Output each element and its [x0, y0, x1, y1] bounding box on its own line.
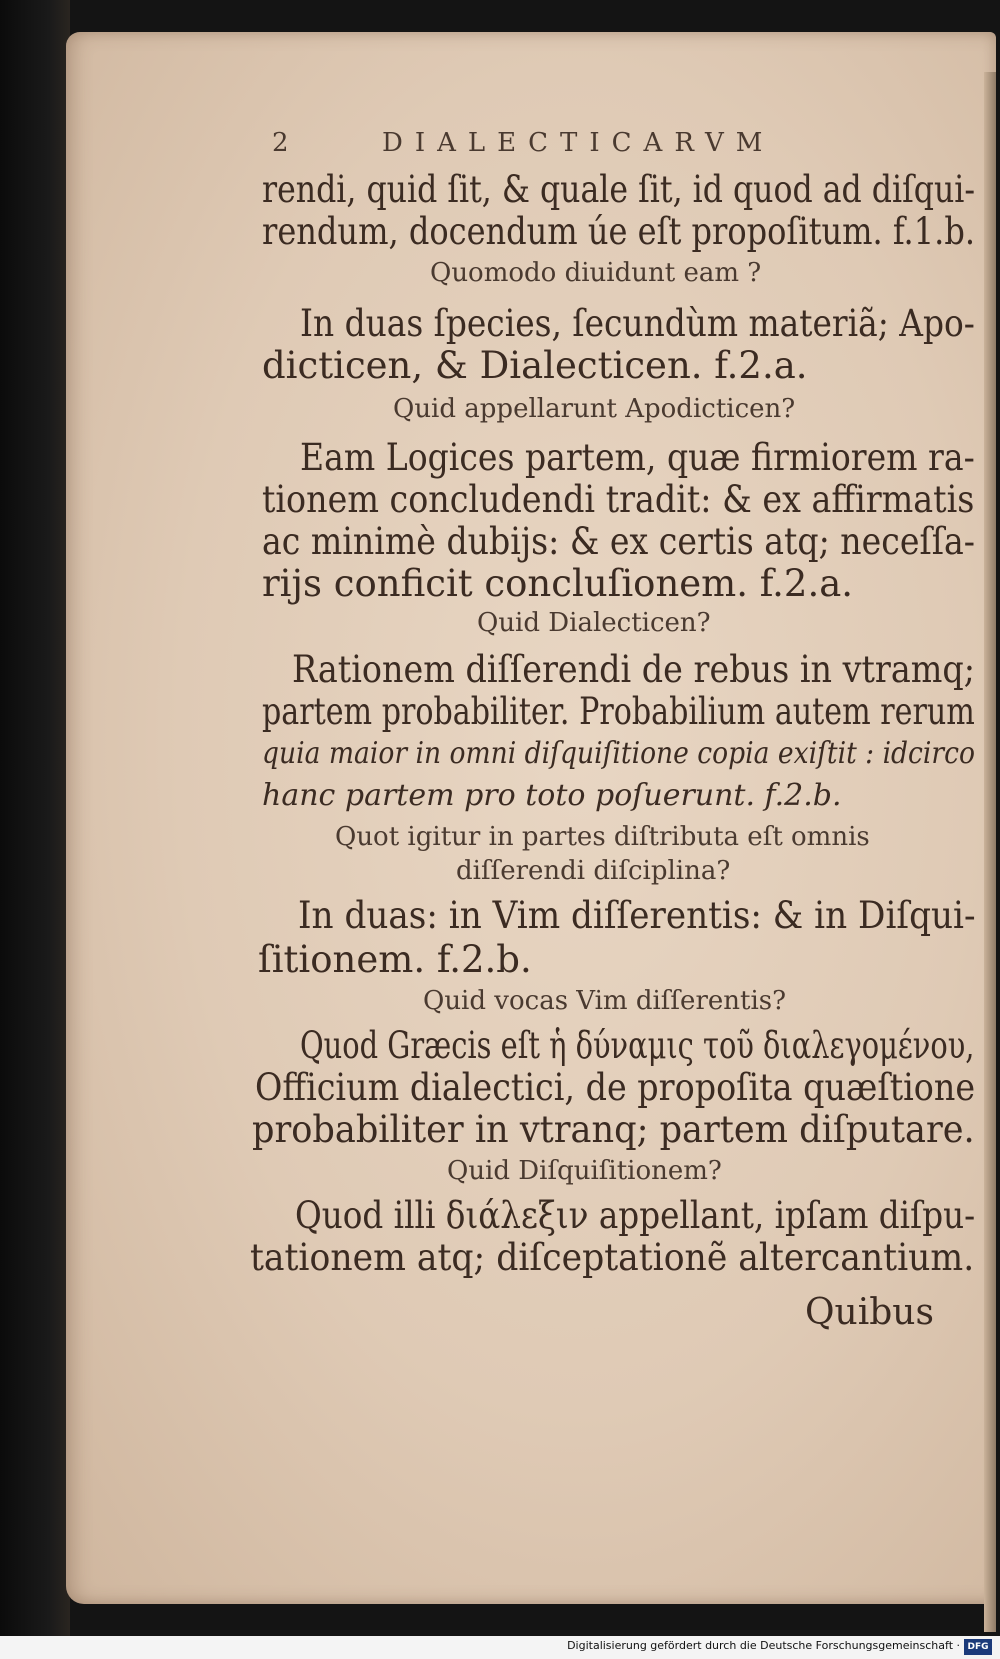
text-line: Eam Logices partem, quæ firmiorem ra-	[300, 436, 975, 479]
text-line: tionem concludendi tradit: & ex affirmatis	[262, 478, 975, 521]
text-line: Officium dialectici, de propoſita quæſtione	[255, 1066, 976, 1109]
question-heading: Quid Diſquiſitionem?	[447, 1156, 722, 1186]
question-heading: Quid vocas Vim diſſerentis?	[423, 986, 787, 1016]
text-line: dicticen, & Dialecticen. f.2.a.	[262, 344, 808, 387]
question-heading: Quid appellarunt Apodicticen?	[393, 394, 796, 424]
text-line: rendi, quid ſit, & quale ſit, id quod ad diſqui-	[262, 168, 976, 211]
page-edge	[984, 72, 996, 1632]
text-line: Quod illi διάλεξιν appellant, ipſam diſpu-	[295, 1194, 976, 1237]
text-line: probabiliter in vtranq; partem diſputare.	[252, 1108, 975, 1151]
catchword: Quibus	[805, 1292, 934, 1333]
text-line: ſitionem. f.2.b.	[258, 938, 532, 981]
text-line: In duas ſpecies, ſecundùm materiã; Apo-	[300, 302, 975, 345]
running-head	[272, 128, 872, 168]
question-heading: Quot igitur in partes diſtributa eſt omnis	[335, 822, 870, 852]
italic-line: hanc partem pro toto poſuerunt. f.2.b.	[262, 778, 842, 813]
page-number: 2	[272, 128, 289, 158]
text-line: rendum, docendum úe eſt propoſitum. f.1.b.	[262, 210, 976, 253]
text-line: Rationem diſſerendi de rebus in vtramq;	[292, 648, 975, 691]
text-line: rijs conficit concluſionem. f.2.a.	[262, 562, 854, 605]
question-heading: diſſerendi diſciplina?	[456, 856, 731, 886]
scan-background-left	[0, 0, 70, 1659]
question-heading: Quid Dialecticen?	[477, 608, 711, 638]
text-line: tationem atq; diſceptationẽ altercantium.	[250, 1236, 975, 1279]
text-line: partem probabiliter. Probabilium autem rerum	[262, 690, 975, 733]
text-line: Quod Græcis eſt ἡ δύναμις τοῦ διαλεγομένου,	[300, 1024, 975, 1067]
digitization-footer	[0, 1636, 1000, 1659]
italic-line: quia maior in omni diſquiſitione copia exiſtit : idcirco	[262, 736, 975, 771]
dfg-logo: DFG	[964, 1639, 992, 1655]
question-heading: Quomodo diuidunt eam ?	[430, 258, 762, 288]
text-line: In duas: in Vim diſſerentis: & in Diſqui-	[298, 894, 976, 937]
footer-credit: Digitalisierung gefördert durch die Deutsche Forschungsgemeinschaft ·	[567, 1639, 960, 1652]
running-title: DIALECTICARVM	[382, 128, 775, 158]
text-line: ac minimè dubijs: & ex certis atq; neceſſa-	[262, 520, 975, 563]
